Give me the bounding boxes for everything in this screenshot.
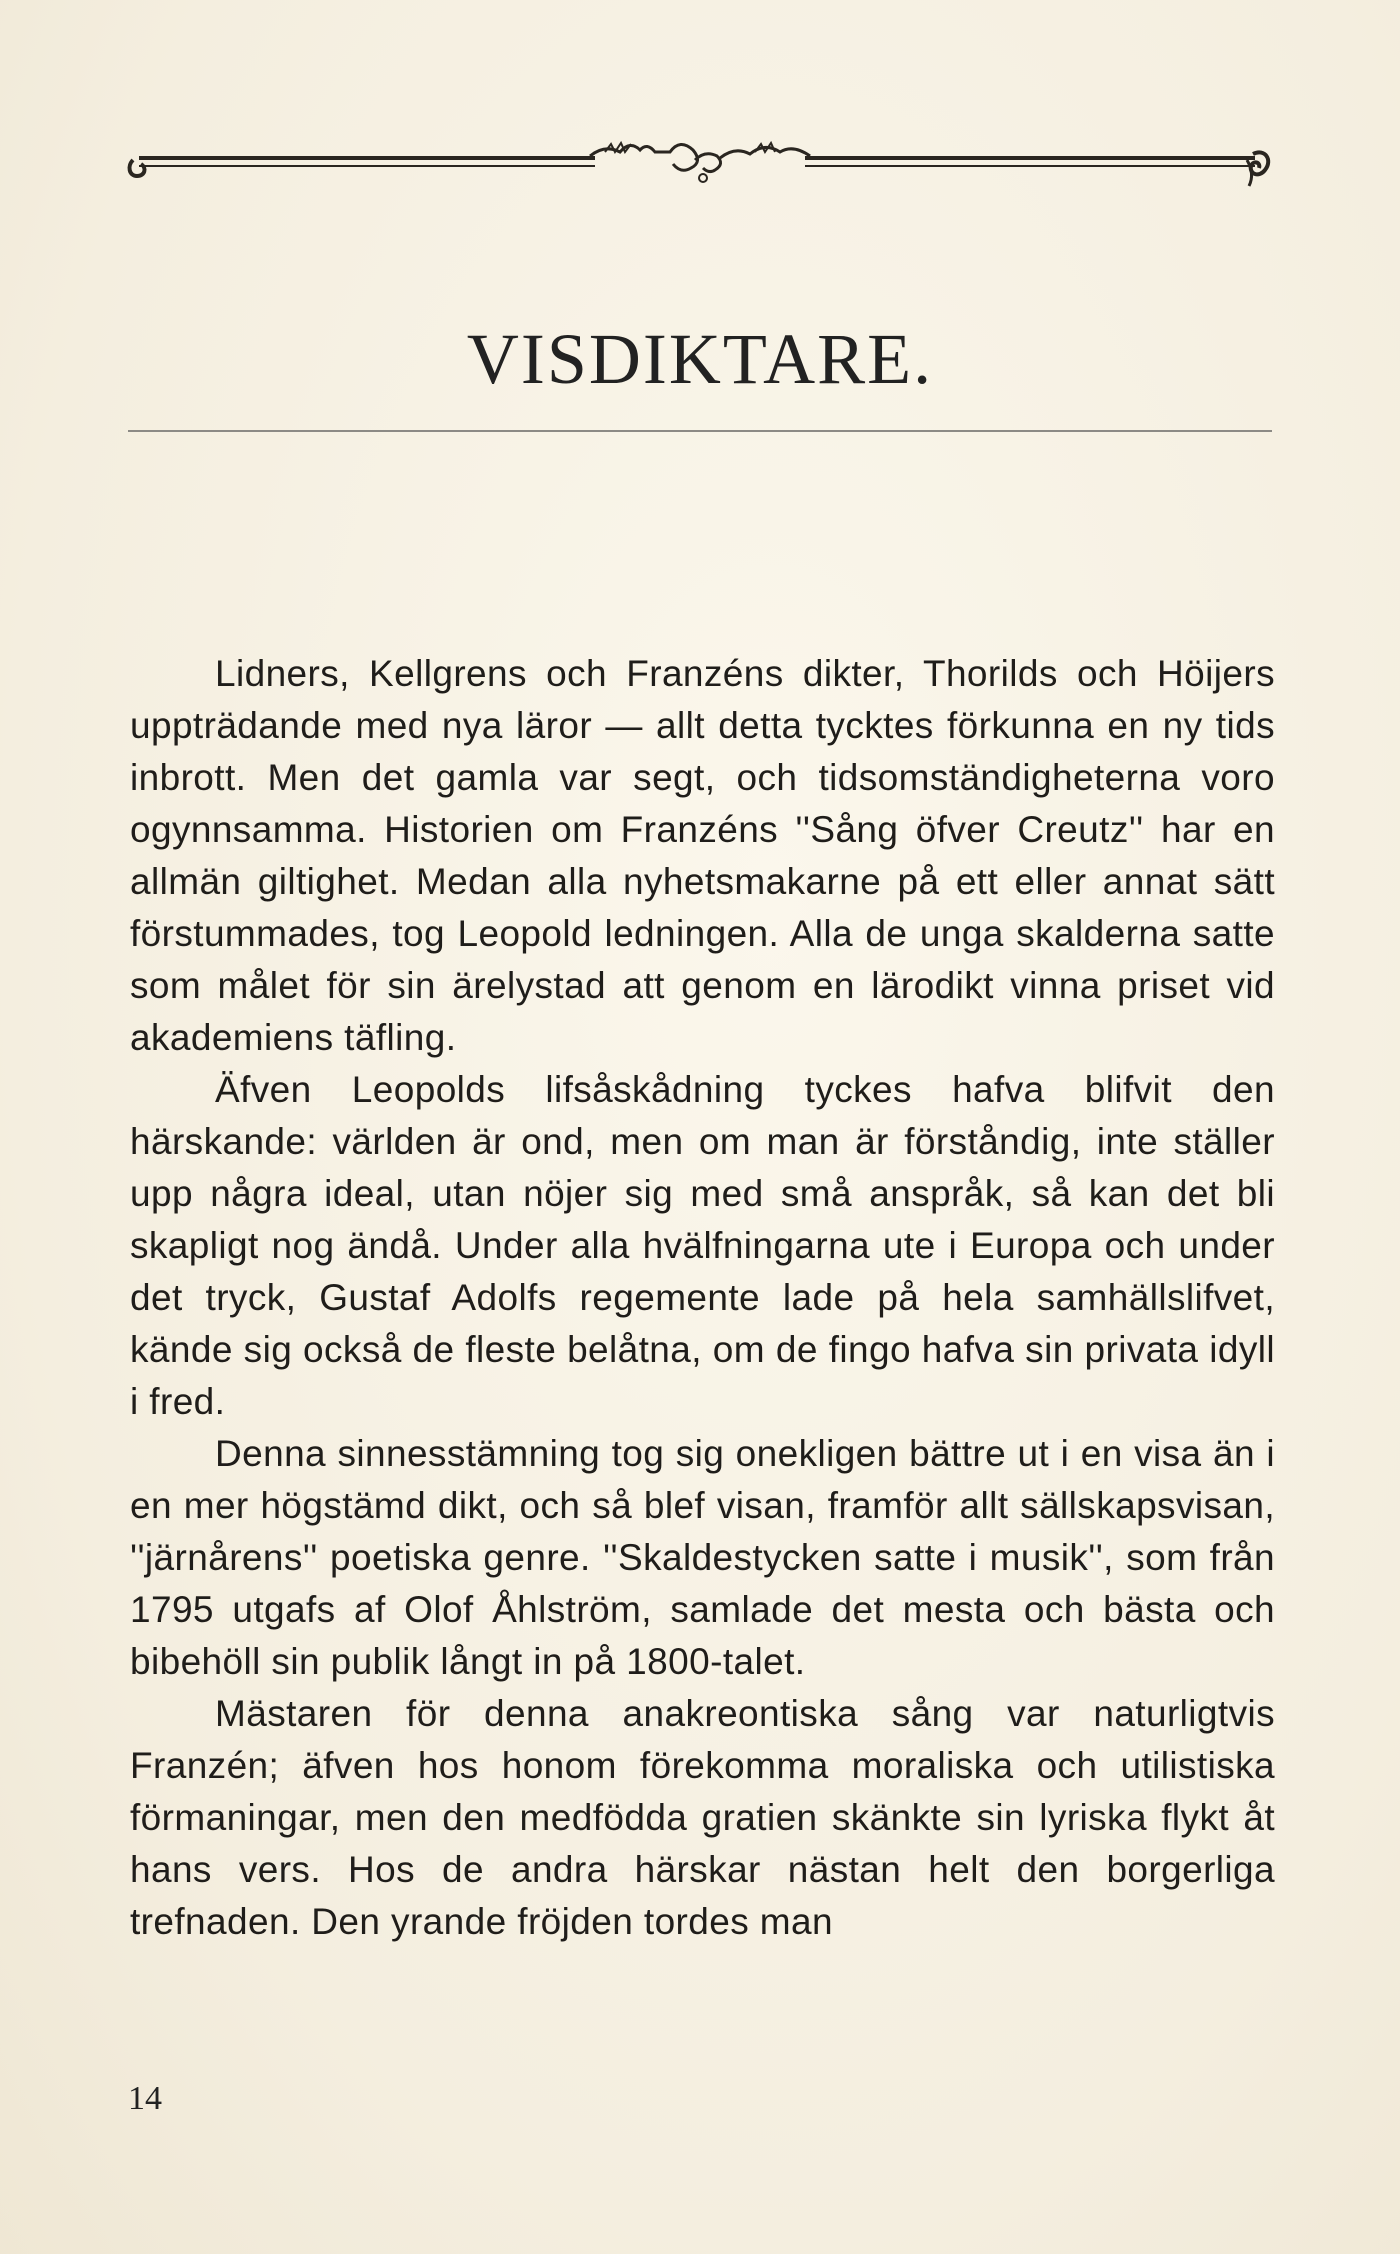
paragraph: Lidners, Kellgrens och Franzéns dikter, Thorilds och Höijers uppträdande med nya läror — allt detta tycktes förkunna en ny tids inbrott. Men det gamla var segt, och tidsomständigheterna voro ogynnsamma. Historien om Franzéns ''Sång öfver Creutz'' har en allmän giltighet. Medan alla nyhetsmakarne på ett eller annat sätt förstummades, tog Leopold ledningen. Alla de unga skalderna satte som målet för sin ärelystad att genom en lärodikt vinna priset vid akademiens täfling. xyxy=(130,653,1275,1058)
paragraph: Denna sinnesstämning tog sig onekligen bättre ut i en visa än i en mer högstämd dikt, och så blef visan, framför allt sällskapsvisan, ''järnårens'' poetiska genre. ''Skaldestycken satte i musik'', som från 1795 utgafs af Olof Åhlström, samlade det mesta och bästa och bibehöll sin publik långt in på 1800-talet. xyxy=(130,1433,1275,1682)
paragraph: Äfven Leopolds lifsåskådning tyckes hafva blifvit den härskande: världen är ond, men om man är förståndig, inte ställer upp några ideal, utan nöjer sig med små anspråk, så kan det bli skapligt nog ändå. Under alla hvälfningarna ute i Europa och under det tryck, Gustaf Adolfs regemente lade på hela samhällslifvet, kände sig också de fleste belåtna, om de fingo hafva sin privata idyll i fred. xyxy=(130,1069,1275,1422)
title-divider xyxy=(128,430,1272,432)
body-text xyxy=(130,648,1275,1948)
decorative-headpiece-icon xyxy=(125,130,1275,200)
paragraph: Mästaren för denna anakreontiska sång var naturligtvis Franzén; äfven hos honom förekomma moraliska och utilistiska förmaningar, men den medfödda gratien skänkte sin lyriska flykt åt hans vers. Hos de andra härskar nästan helt den borgerliga trefnaden. Den yrande fröjden tordes man xyxy=(130,1693,1275,1942)
page-title: VISDIKTARE. xyxy=(466,319,934,400)
page-number: 14 xyxy=(128,2080,162,2117)
